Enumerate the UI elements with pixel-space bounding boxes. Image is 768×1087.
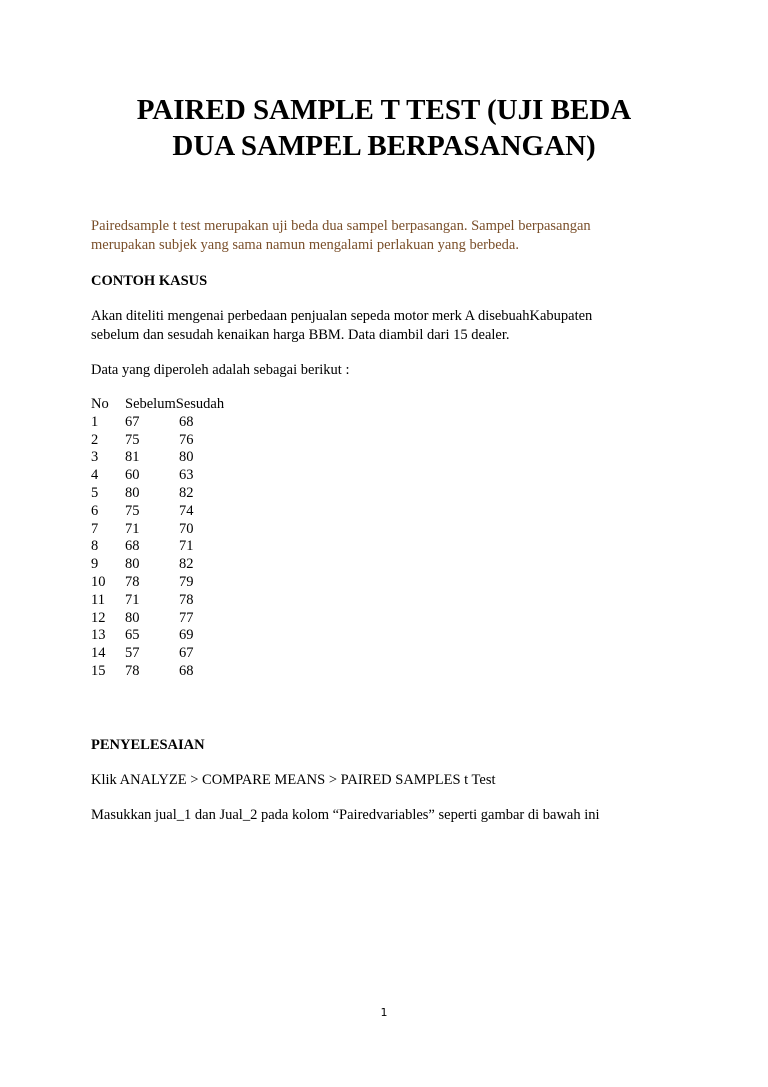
cell-no: 11 (91, 591, 105, 608)
cell-sebelum: 78 (125, 662, 140, 679)
cell-no: 14 (91, 645, 106, 662)
cell-no: 7 (91, 520, 99, 537)
cell-sesudah: 79 (179, 573, 194, 590)
table-row (91, 414, 239, 432)
table-row (91, 538, 239, 556)
intro-line-1: Pairedsample t test merupakan uji beda dua sampel berpasangan. Sampel berpasangan (91, 218, 591, 234)
cell-sesudah: 71 (179, 538, 194, 555)
cell-sesudah: 67 (179, 645, 194, 662)
cell-no: 12 (91, 609, 106, 626)
table-row (91, 503, 239, 521)
page-number: 1 (380, 1006, 388, 1019)
cell-sesudah: 69 (179, 627, 194, 644)
cell-sebelum: 80 (125, 556, 140, 573)
cell-sebelum: 71 (125, 591, 140, 608)
data-intro-text: Data yang diperoleh adalah sebagai berikut : (91, 362, 350, 378)
cell-sebelum: 81 (125, 449, 140, 466)
table-row (91, 627, 239, 645)
cell-no: 9 (91, 556, 99, 573)
cell-sesudah: 68 (179, 662, 194, 679)
cell-sesudah: 76 (179, 431, 194, 448)
intro-line-2: merupakan subjek yang sama namun mengalami perlakuan yang berbeda. (91, 237, 519, 253)
cell-sesudah: 82 (179, 556, 194, 573)
contoh-kasus-paragraph (91, 307, 592, 345)
cell-sebelum: 75 (125, 502, 140, 519)
cell-sebelum: 65 (125, 627, 140, 644)
cell-sebelum: 78 (125, 573, 140, 590)
cell-no: 15 (91, 662, 106, 679)
cell-sesudah: 70 (179, 520, 194, 537)
table-row (91, 432, 239, 450)
table-row (91, 467, 239, 485)
contoh-kasus-line-2: sebelum dan sesudah kenaikan harga BBM. Data diambil dari 15 dealer. (91, 327, 510, 343)
cell-no: 13 (91, 627, 106, 644)
table-row (91, 574, 239, 592)
cell-no: 2 (91, 431, 99, 448)
penyelesaian-step-2: Masukkan jual_1 dan Jual_2 pada kolom “Pairedvariables” seperti gambar di bawah ini (91, 807, 600, 823)
penyelesaian-step-1: Klik ANALYZE > COMPARE MEANS > PAIRED SAMPLES t Test (91, 772, 496, 788)
cell-no: 10 (91, 573, 106, 590)
title-line-1: PAIRED SAMPLE T TEST (UJI BEDA (136, 94, 632, 126)
table-row (91, 645, 239, 663)
intro-paragraph (91, 217, 691, 255)
title-line-2: DUA SAMPEL BERPASANGAN) (172, 130, 596, 162)
header-sesudah: Sesudah (175, 396, 225, 412)
cell-sebelum: 60 (125, 467, 140, 484)
table-row (91, 521, 239, 539)
data-table (91, 396, 239, 681)
contoh-kasus-line-1: Akan diteliti mengenai perbedaan penjualan sepeda motor merk A disebuahKabupaten (91, 308, 593, 324)
cell-sesudah: 80 (179, 449, 194, 466)
cell-sesudah: 68 (179, 413, 194, 430)
cell-sebelum: 80 (125, 609, 140, 626)
cell-no: 4 (91, 467, 99, 484)
cell-sebelum: 75 (125, 431, 140, 448)
table-row (91, 663, 239, 681)
table-row (91, 592, 239, 610)
table-row (91, 610, 239, 628)
page-title (90, 92, 678, 164)
table-header-row (91, 396, 239, 414)
cell-no: 8 (91, 538, 99, 555)
cell-sebelum: 57 (125, 645, 140, 662)
penyelesaian-heading: PENYELESAIAN (91, 737, 205, 753)
cell-sebelum: 71 (125, 520, 140, 537)
cell-sesudah: 77 (179, 609, 194, 626)
cell-sesudah: 63 (179, 467, 194, 484)
cell-sebelum: 80 (125, 484, 140, 501)
cell-sesudah: 74 (179, 502, 194, 519)
cell-no: 1 (91, 413, 99, 430)
table-row (91, 449, 239, 467)
header-sebelum: Sebelum (125, 396, 176, 412)
cell-sebelum: 68 (125, 538, 140, 555)
cell-no: 3 (91, 449, 99, 466)
cell-no: 6 (91, 502, 99, 519)
cell-sebelum: 67 (125, 413, 140, 430)
header-no: No (91, 396, 109, 412)
contoh-kasus-heading: CONTOH KASUS (91, 273, 208, 289)
cell-sesudah: 82 (179, 484, 194, 501)
cell-no: 5 (91, 484, 99, 501)
table-row (91, 556, 239, 574)
cell-sesudah: 78 (179, 591, 194, 608)
table-row (91, 485, 239, 503)
